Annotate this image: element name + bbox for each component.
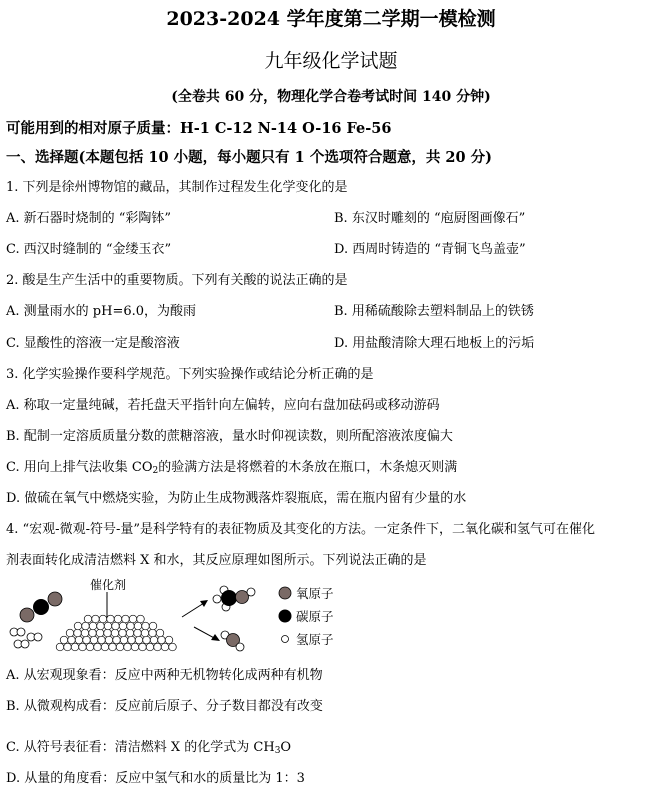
catalyst-sphere	[114, 615, 122, 623]
catalyst-sphere	[99, 615, 107, 623]
catalyst-sphere	[86, 643, 94, 651]
catalyst-sphere	[135, 636, 143, 644]
reaction-diagram	[4, 577, 354, 653]
q4-option-d: D. 从量的角度看：反应中氢气和水的质量比为 1：3	[6, 771, 305, 786]
legend-carbon: 碳原子	[296, 609, 334, 624]
catalyst-sphere	[109, 643, 117, 651]
catalyst-sphere	[158, 636, 166, 644]
catalyst-sphere	[134, 629, 142, 637]
q1-option-a: A. 新石器时烧制的 “彩陶钵”	[6, 211, 172, 226]
reaction-arrows	[182, 600, 220, 641]
catalyst-sphere	[74, 622, 82, 630]
catalyst-sphere	[112, 622, 120, 630]
q2-stem: 2. 酸是生产生活中的重要物质。下列有关酸的说法正确的是	[6, 273, 348, 288]
catalyst-sphere	[89, 622, 97, 630]
catalyst-sphere	[143, 636, 151, 644]
q4-stem-line2: 剂表面转化成清洁燃料 X 和水，其反应原理如图所示。下列说法正确的是	[6, 553, 427, 568]
catalyst-sphere	[124, 643, 132, 651]
co2-molecule	[20, 592, 62, 622]
q4-stem-line1: 4. “宏观-微观-符号-量”是科学特有的表征物质及其变化的方法。一定条件下，二氧化碳和氢气可在催化	[6, 522, 596, 537]
catalyst-sphere	[84, 615, 92, 623]
catalyst-sphere	[165, 636, 173, 644]
catalyst-sphere	[101, 643, 109, 651]
catalyst-sphere	[126, 629, 134, 637]
q3-option-c-pre: C. 用向上排气法收集 CO	[6, 460, 153, 475]
catalyst-sphere	[150, 636, 158, 644]
q3-option-b: B. 配制一定溶质质量分数的蔗糖溶液，量水时仰视读数，则所配溶液浓度偏大	[6, 429, 453, 444]
catalyst-sphere	[104, 629, 112, 637]
catalyst-sphere	[120, 636, 128, 644]
q3-option-c-post: 的验满方法是将燃着的木条放在瓶口，木条熄灭则满	[158, 460, 458, 475]
catalyst-sphere	[66, 629, 74, 637]
q3-option-d: D. 做硫在氧气中燃烧实验，为防止生成物溅落炸裂瓶底，需在瓶内留有少量的水	[6, 491, 467, 506]
catalyst-sphere	[104, 622, 112, 630]
catalyst-sphere	[156, 629, 164, 637]
catalyst-surface	[56, 615, 176, 651]
legend-hydrogen: 氢原子	[296, 632, 334, 647]
catalyst-sphere	[89, 629, 97, 637]
exam-title: 2023-2024 学年度第二学期一模检测	[166, 8, 496, 30]
q1-stem: 1. 下列是徐州博物馆的藏品，其制作过程发生化学变化的是	[6, 180, 348, 195]
atomic-masses: 可能用到的相对原子质量：H-1 C-12 N-14 O-16 Fe-56	[6, 120, 392, 137]
catalyst-label: 催化剂	[90, 578, 127, 592]
catalyst-sphere	[75, 636, 83, 644]
exam-note: (全卷共 60 分，物理化学合卷考试时间 140 分钟)	[171, 89, 491, 105]
catalyst-sphere	[129, 615, 137, 623]
oxygen-atom-swatch	[279, 587, 291, 599]
product-x-molecule	[213, 586, 255, 611]
catalyst-sphere	[81, 629, 89, 637]
catalyst-sphere	[137, 615, 145, 623]
catalyst-sphere	[119, 629, 127, 637]
catalyst-sphere	[94, 643, 102, 651]
catalyst-sphere	[149, 622, 157, 630]
q1-option-b: B. 东汉时雕刻的 “庖厨图画像石”	[334, 211, 526, 226]
water-molecule	[221, 631, 244, 651]
carbon-atom-swatch	[279, 610, 292, 623]
catalyst-sphere	[68, 636, 76, 644]
catalyst-sphere	[111, 629, 119, 637]
catalyst-sphere	[79, 643, 87, 651]
catalyst-sphere	[142, 622, 150, 630]
catalyst-sphere	[98, 636, 106, 644]
catalyst-sphere	[74, 629, 82, 637]
h2-molecules	[10, 628, 42, 648]
section-heading: 一、选择题(本题包括 10 小题，每小题只有 1 个选项符合题意，共 20 分)	[6, 149, 492, 166]
hydrogen-atom-swatch	[282, 636, 289, 643]
catalyst-sphere	[97, 622, 105, 630]
q4-option-c-post: O	[280, 740, 292, 755]
q4-option-a: A. 从宏观现象看：反应中两种无机物转化成两种有机物	[6, 668, 323, 683]
q4-option-b: B. 从微观构成看：反应前后原子、分子数目都没有改变	[6, 699, 323, 714]
catalyst-sphere	[90, 636, 98, 644]
q2-option-d: D. 用盐酸清除大理石地板上的污垢	[334, 336, 535, 351]
catalyst-sphere	[131, 643, 139, 651]
catalyst-sphere	[141, 629, 149, 637]
legend-oxygen: 氧原子	[296, 586, 334, 601]
catalyst-sphere	[122, 615, 130, 623]
q3-stem: 3. 化学实验操作要科学规范。下列实验操作或结论分析正确的是	[6, 367, 374, 382]
catalyst-sphere	[119, 622, 127, 630]
q3-option-a: A. 称取一定量纯碱，若托盘天平指针向左偏转，应向右盘加砝码或移动游码	[6, 398, 440, 413]
catalyst-sphere	[146, 643, 154, 651]
catalyst-sphere	[154, 643, 162, 651]
q3-option-c	[6, 459, 457, 476]
q2-option-c: C. 显酸性的溶液一定是酸溶液	[6, 336, 180, 351]
q3-option-c-sub: 2	[152, 466, 159, 476]
q1-option-d: D. 西周时铸造的 “青铜飞鸟盖壶”	[334, 242, 526, 257]
catalyst-sphere	[116, 643, 124, 651]
catalyst-sphere	[83, 636, 91, 644]
catalyst-sphere	[128, 636, 136, 644]
catalyst-sphere	[82, 622, 90, 630]
catalyst-sphere	[169, 643, 177, 651]
catalyst-sphere	[60, 636, 68, 644]
catalyst-sphere	[149, 629, 157, 637]
catalyst-sphere	[105, 636, 113, 644]
catalyst-sphere	[127, 622, 135, 630]
catalyst-sphere	[134, 622, 142, 630]
legend	[279, 586, 334, 647]
catalyst-sphere	[92, 615, 100, 623]
q1-option-c: C. 西汉时缝制的 “金缕玉衣”	[6, 242, 172, 257]
catalyst-sphere	[107, 615, 115, 623]
catalyst-sphere	[113, 636, 121, 644]
catalyst-sphere	[71, 643, 79, 651]
q4-option-c-sub: 3	[274, 746, 281, 756]
catalyst-sphere	[64, 643, 72, 651]
catalyst-sphere	[161, 643, 169, 651]
q2-option-a: A. 测量雨水的 pH=6.0，为酸雨	[6, 304, 197, 319]
q4-option-c-pre: C. 从符号表征看：清洁燃料 X 的化学式为 CH	[6, 740, 275, 755]
catalyst-sphere	[56, 643, 64, 651]
q2-option-b: B. 用稀硫酸除去塑料制品上的铁锈	[334, 304, 534, 319]
catalyst-sphere	[139, 643, 147, 651]
exam-subtitle: 九年级化学试题	[264, 50, 398, 72]
q4-option-c	[6, 739, 291, 756]
catalyst-sphere	[96, 629, 104, 637]
